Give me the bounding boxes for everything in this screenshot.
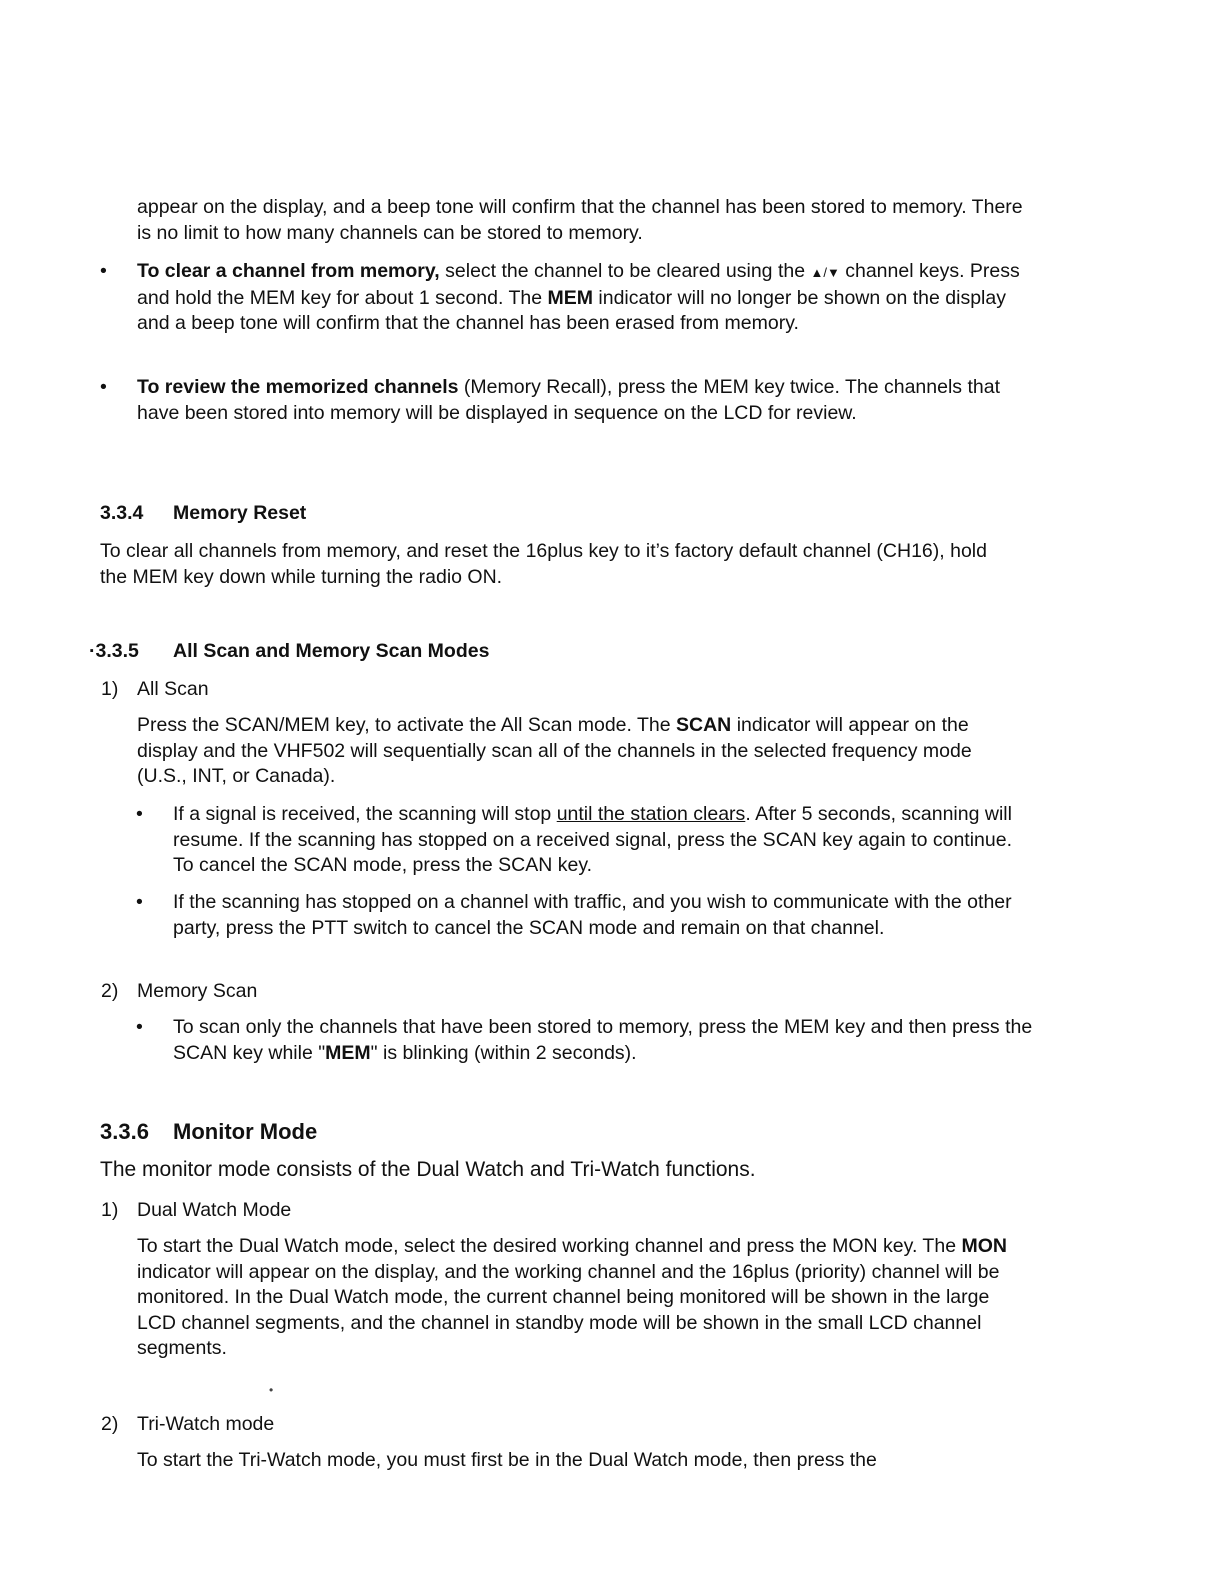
section-heading-3-3-5: ·3.3.5 All Scan and Memory Scan Modes	[89, 640, 490, 662]
scan-indicator: SCAN	[676, 714, 732, 736]
dual-watch-paragraph: To start the Dual Watch mode, select the desired working channel and press the MON key. The MON indicator will appear on the display, and the working channel and the 16plus (priority) channel will be monitored. In the Dual Watch mode, the current channel being monitored will be shown in the large LCD channel segments, and the channel in standby mode will be shown in the small LCD channel segments.	[137, 1235, 1007, 1359]
continuation-paragraph: appear on the display, and a beep tone will confirm that the channel has been stored to memory. There is no limit to how many channels can be stored to memory.	[137, 196, 1023, 244]
mon-indicator: MON	[961, 1235, 1007, 1257]
bold-lead: To review the memorized channels	[137, 376, 459, 398]
subbullet-traffic: • If the scanning has stopped on a channel with traffic, and you wish to communicate with the other party, press the PTT switch to cancel the SCAN mode and remain on that channel.	[136, 891, 1012, 939]
bullet-icon: •	[100, 260, 107, 282]
item-dual-watch: 1) Dual Watch Mode	[101, 1199, 292, 1221]
section-heading-3-3-6: 3.3.6 Monitor Mode	[100, 1119, 318, 1144]
monitor-mode-intro: The monitor mode consists of the Dual Watch and Tri-Watch functions.	[100, 1158, 756, 1181]
bullet-review-channels	[100, 375, 1037, 426]
tri-watch-paragraph: To start the Tri-Watch mode, you must first be in the Dual Watch mode, then press the	[137, 1449, 877, 1471]
item-tri-watch: 2) Tri-Watch mode	[101, 1413, 275, 1435]
subbullet-signal-received: • If a signal is received, the scanning will stop until the station clears. After 5 seconds, scanning will resume. If the scanning has stopped on a received signal, press the SCAN key again to continue. To cancel the SCAN mode, press the SCAN key.	[136, 803, 1012, 876]
up-down-arrow-icon: ▲/▼	[810, 265, 840, 280]
bullet-icon: •	[136, 891, 143, 913]
mem-indicator: MEM	[325, 1041, 371, 1064]
mem-indicator: MEM	[547, 286, 593, 309]
all-scan-paragraph: Press the SCAN/MEM key, to activate the All Scan mode. The SCAN indicator will appear on the display and the VHF502 will sequentially scan all of the channels in the selected frequency mode (U.S., INT, or Canada).	[137, 714, 972, 787]
section-heading-3-3-4: 3.3.4 Memory Reset	[100, 502, 307, 524]
bullet-clear-channel	[100, 259, 1037, 337]
stray-mark: •	[269, 1383, 274, 1397]
bullet-icon: •	[100, 376, 107, 398]
bullet-icon: •	[136, 1016, 143, 1038]
bullet-text: To review the memorized channels (Memory Recall), press the MEM key twice. The channels that have been stored into memory will be displayed in sequence on the LCD for review.	[137, 376, 1000, 424]
bold-lead: To clear a channel from memory,	[137, 260, 440, 282]
memory-reset-paragraph: To clear all channels from memory, and reset the 16plus key to it’s factory default channel (CH16), hold the MEM key down while turning the radio ON.	[100, 540, 987, 588]
item-memory-scan: 2) Memory Scan	[101, 980, 258, 1002]
bullet-icon: •	[136, 803, 143, 825]
bullet-text: To clear a channel from memory, select the channel to be cleared using the ▲/▼ channel keys. Press and hold the MEM key for about 1 second. The MEM indicator will no longer be shown on the display and a beep tone will confirm that the channel has been erased from memory.	[137, 260, 1020, 334]
item-all-scan: 1) All Scan	[101, 678, 209, 700]
subbullet-memory-scan: • To scan only the channels that have been stored to memory, press the MEM key and then press the SCAN key while "MEM" is blinking (within 2 seconds).	[136, 1016, 1033, 1064]
